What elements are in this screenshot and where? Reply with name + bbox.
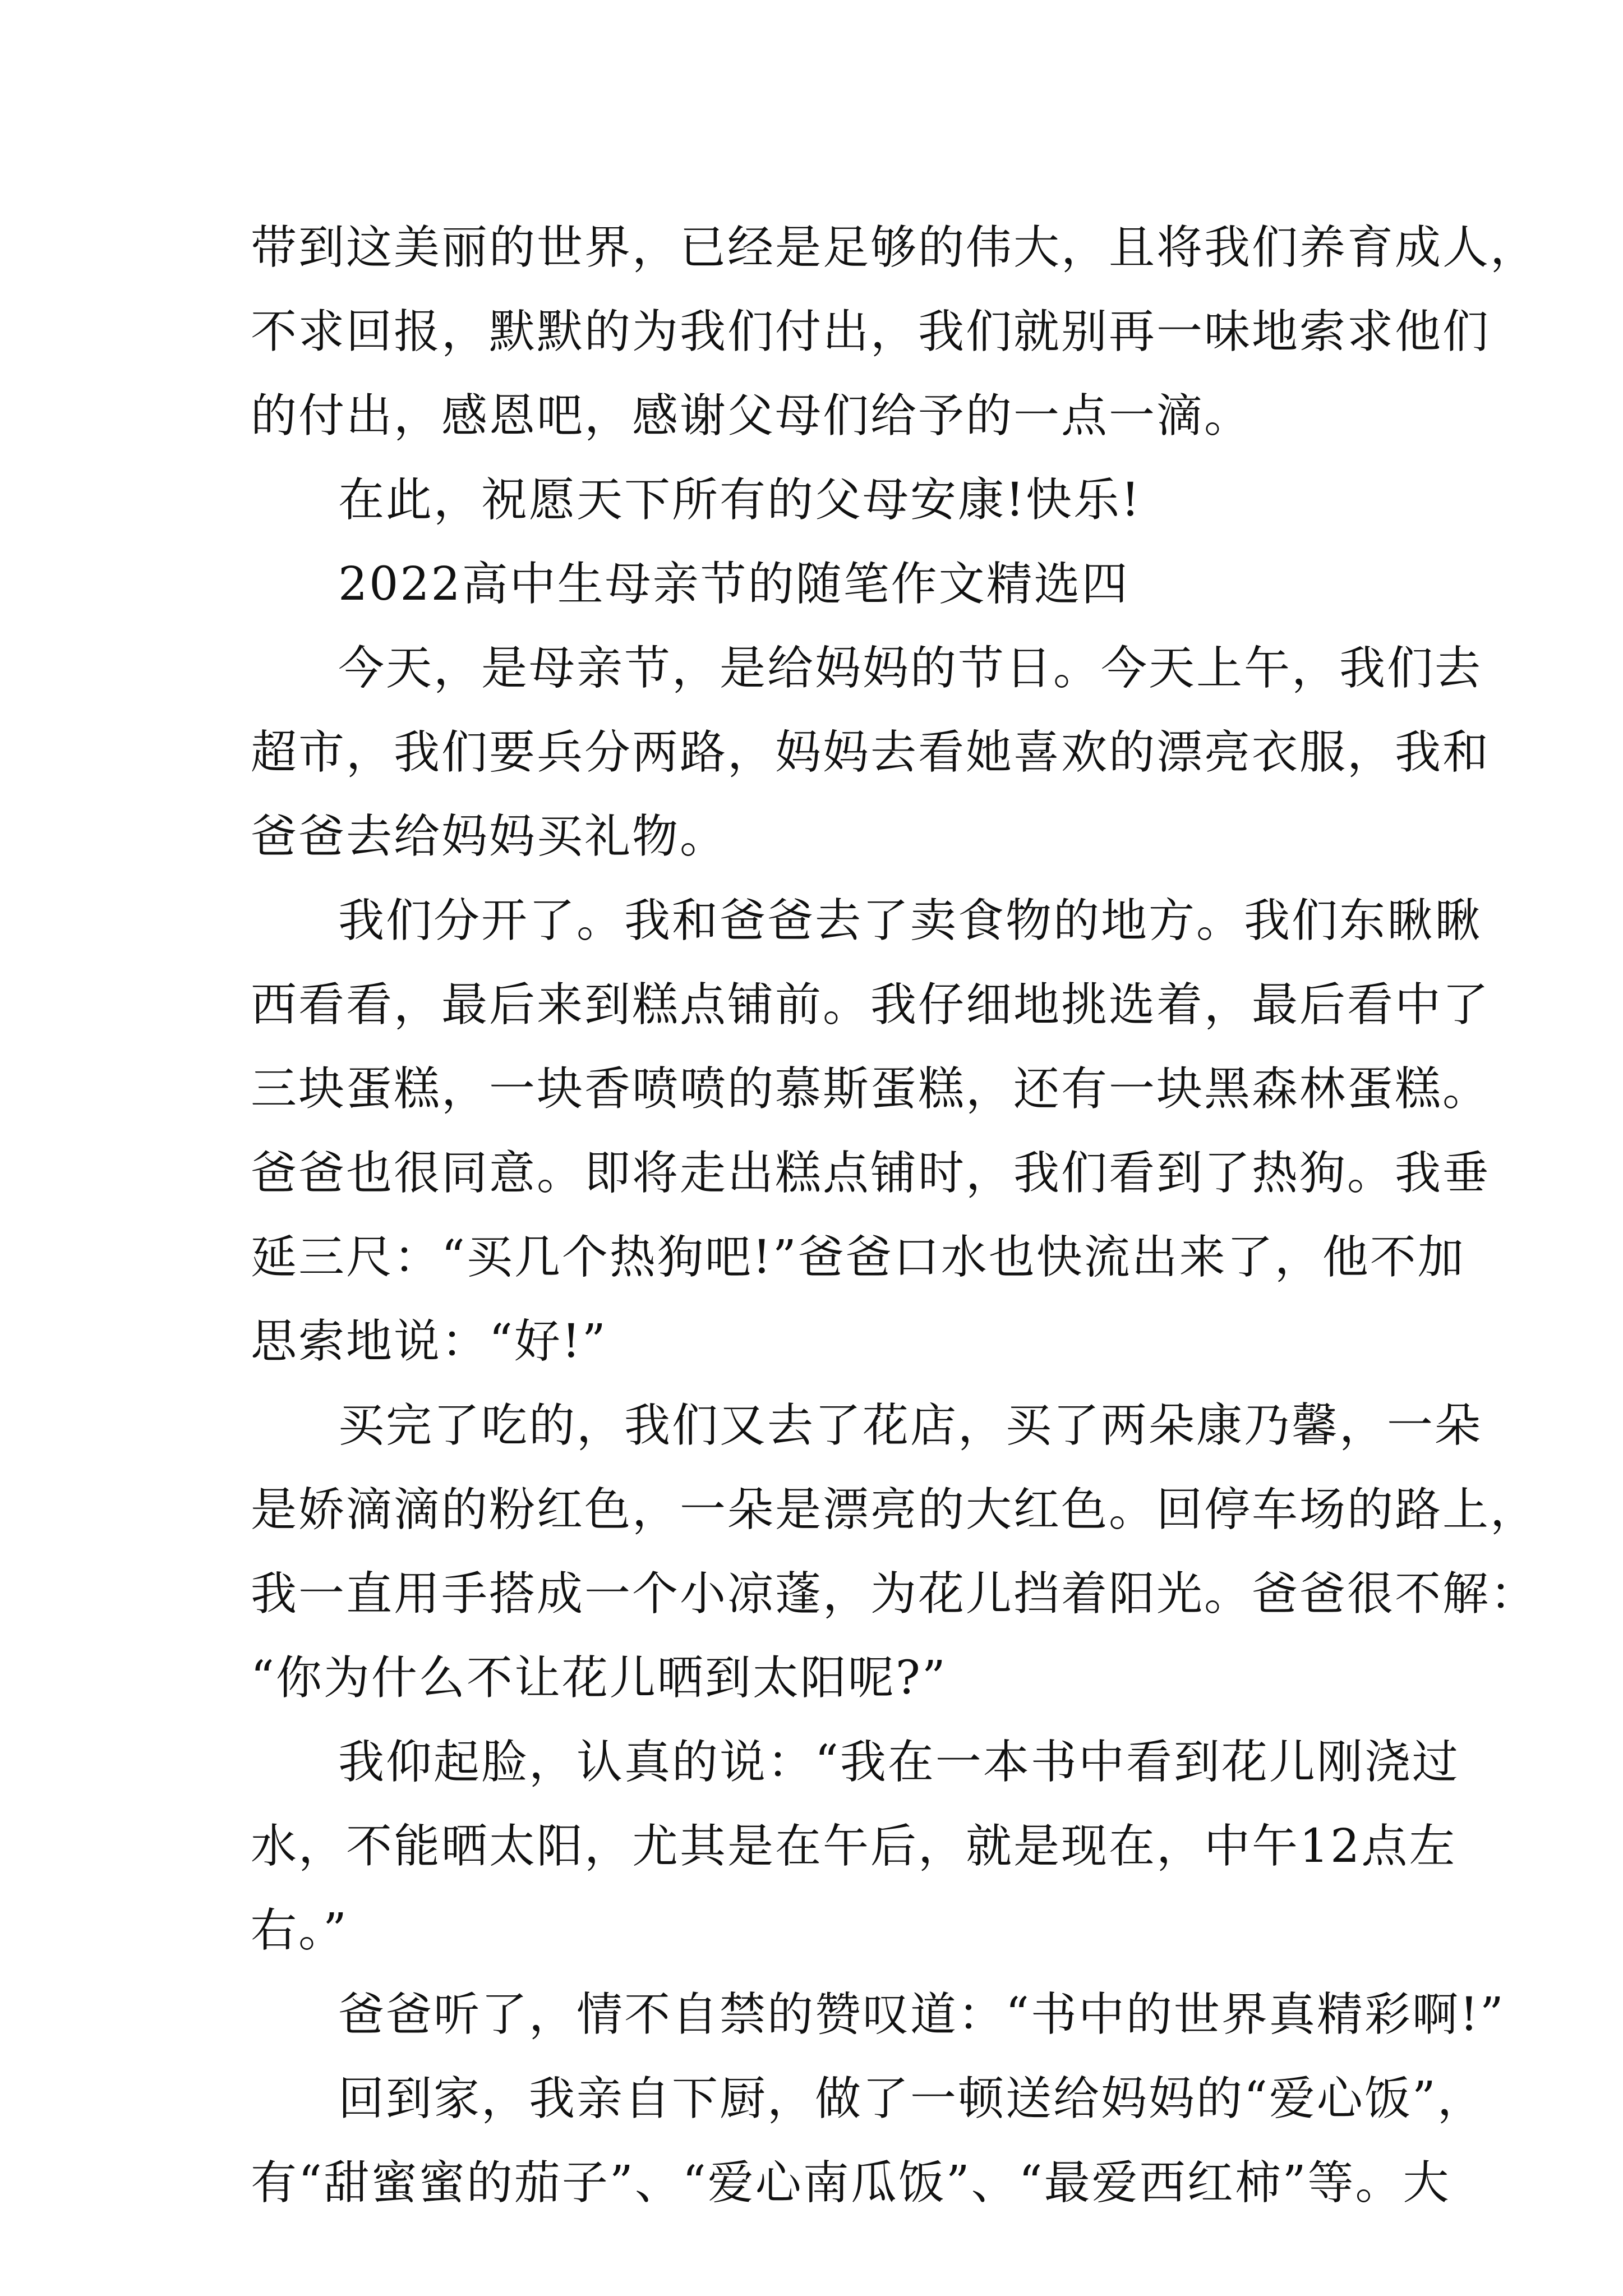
text-line: 我们分开了。我和爸爸去了卖食物的地方。我们东瞅瞅 [338, 894, 1483, 947]
text-line: 爸爸听了，情不自禁的赞叹道：“书中的世界真精彩啊!” [338, 1988, 1505, 2041]
section-heading: 2022高中生母亲节的随笔作文精选四 [338, 558, 1129, 611]
text-line: 超市，我们要兵分两路，妈妈去看她喜欢的漂亮衣服，我和 [251, 726, 1491, 779]
text-line: 带到这美丽的世界，已经是足够的伟大，且将我们养育成人， [251, 221, 1538, 274]
text-line: 爸爸也很同意。即将走出糕点铺时，我们看到了热狗。我垂 [251, 1147, 1491, 1200]
text-line: 今天，是母亲节，是给妈妈的节日。今天上午，我们去 [338, 642, 1483, 695]
text-line: 买完了吃的，我们又去了花店，买了两朵康乃馨，一朵 [338, 1399, 1483, 1452]
text-line: 西看看，最后来到糕点铺前。我仔细地挑选着，最后看中了 [251, 978, 1491, 1032]
text-line: 是娇滴滴的粉红色，一朵是漂亮的大红色。回停车场的路上， [251, 1483, 1538, 1536]
text-line: 水，不能晒太阳，尤其是在午后，就是现在，中午12点左 [251, 1820, 1457, 1873]
text-line: 三块蛋糕，一块香喷喷的慕斯蛋糕，还有一块黑森林蛋糕。 [251, 1062, 1491, 1116]
text-line: 不求回报，默默的为我们付出，我们就别再一味地索求他们 [251, 305, 1491, 358]
text-line: 爸爸去给妈妈买礼物。 [251, 810, 728, 863]
text-line: 回到家，我亲自下厨，做了一顿送给妈妈的“爱心饭”， [338, 2072, 1485, 2125]
text-line: 思索地说：“好!” [251, 1315, 607, 1368]
text-line: 的付出，感恩吧，感谢父母们给予的一点一滴。 [251, 389, 1252, 443]
text-line: 我仰起脸，认真的说：“我在一本书中看到花儿刚浇过 [338, 1736, 1460, 1789]
text-line: 有“甜蜜蜜的茄子”、“爱心南瓜饭”、“最爱西红柿”等。大 [251, 2156, 1451, 2210]
text-line: 延三尺：“买几个热狗吧!”爸爸口水也快流出来了，他不加 [251, 1231, 1465, 1284]
text-line: 右。” [251, 1904, 348, 1957]
text-line: “你为什么不让花儿晒到太阳呢?” [251, 1651, 947, 1705]
text-line: 我一直用手搭成一个小凉蓬，为花儿挡着阳光。爸爸很不解： [251, 1567, 1538, 1621]
text-line: 在此，祝愿天下所有的父母安康!快乐! [338, 473, 1141, 527]
